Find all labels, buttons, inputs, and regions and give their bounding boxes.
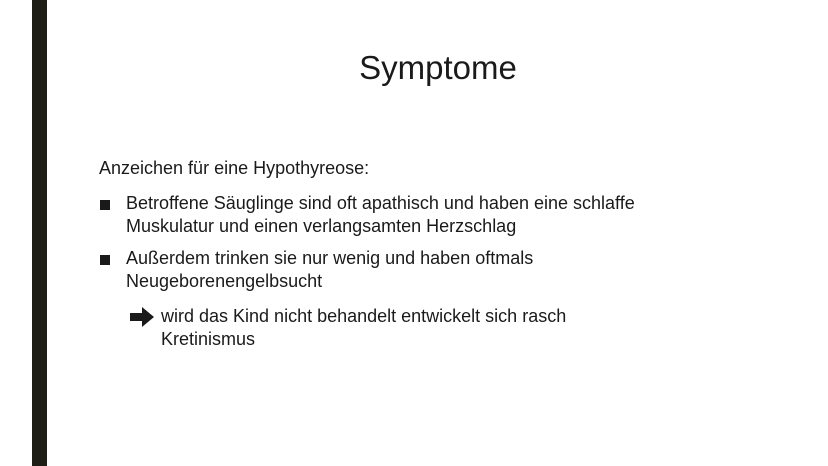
sub-point-line: Kretinismus (161, 329, 256, 349)
sub-point (99, 305, 759, 351)
square-bullet-icon (100, 200, 110, 210)
bullet-line: Muskulatur und einen verlangsamten Herzschlag (126, 216, 517, 236)
square-bullet-icon (100, 255, 110, 265)
bullet-item (99, 192, 759, 238)
bullet-line: Außerdem trinken sie nur wenig und haben oftmals (126, 248, 534, 268)
intro-text: Anzeichen für eine Hypothyreose: (99, 158, 370, 178)
bullet-item (99, 247, 759, 293)
left-accent-bar (32, 0, 47, 466)
bullet-line: Betroffene Säuglinge sind oft apathisch und haben eine schlaffe (126, 193, 635, 213)
slide-title: Symptome (359, 49, 517, 86)
bullet-line: Neugeborenengelbsucht (126, 271, 323, 291)
right-arrow-icon (128, 306, 156, 328)
sub-point-line: wird das Kind nicht behandelt entwickelt sich rasch (161, 306, 567, 326)
slide-body (99, 157, 759, 351)
